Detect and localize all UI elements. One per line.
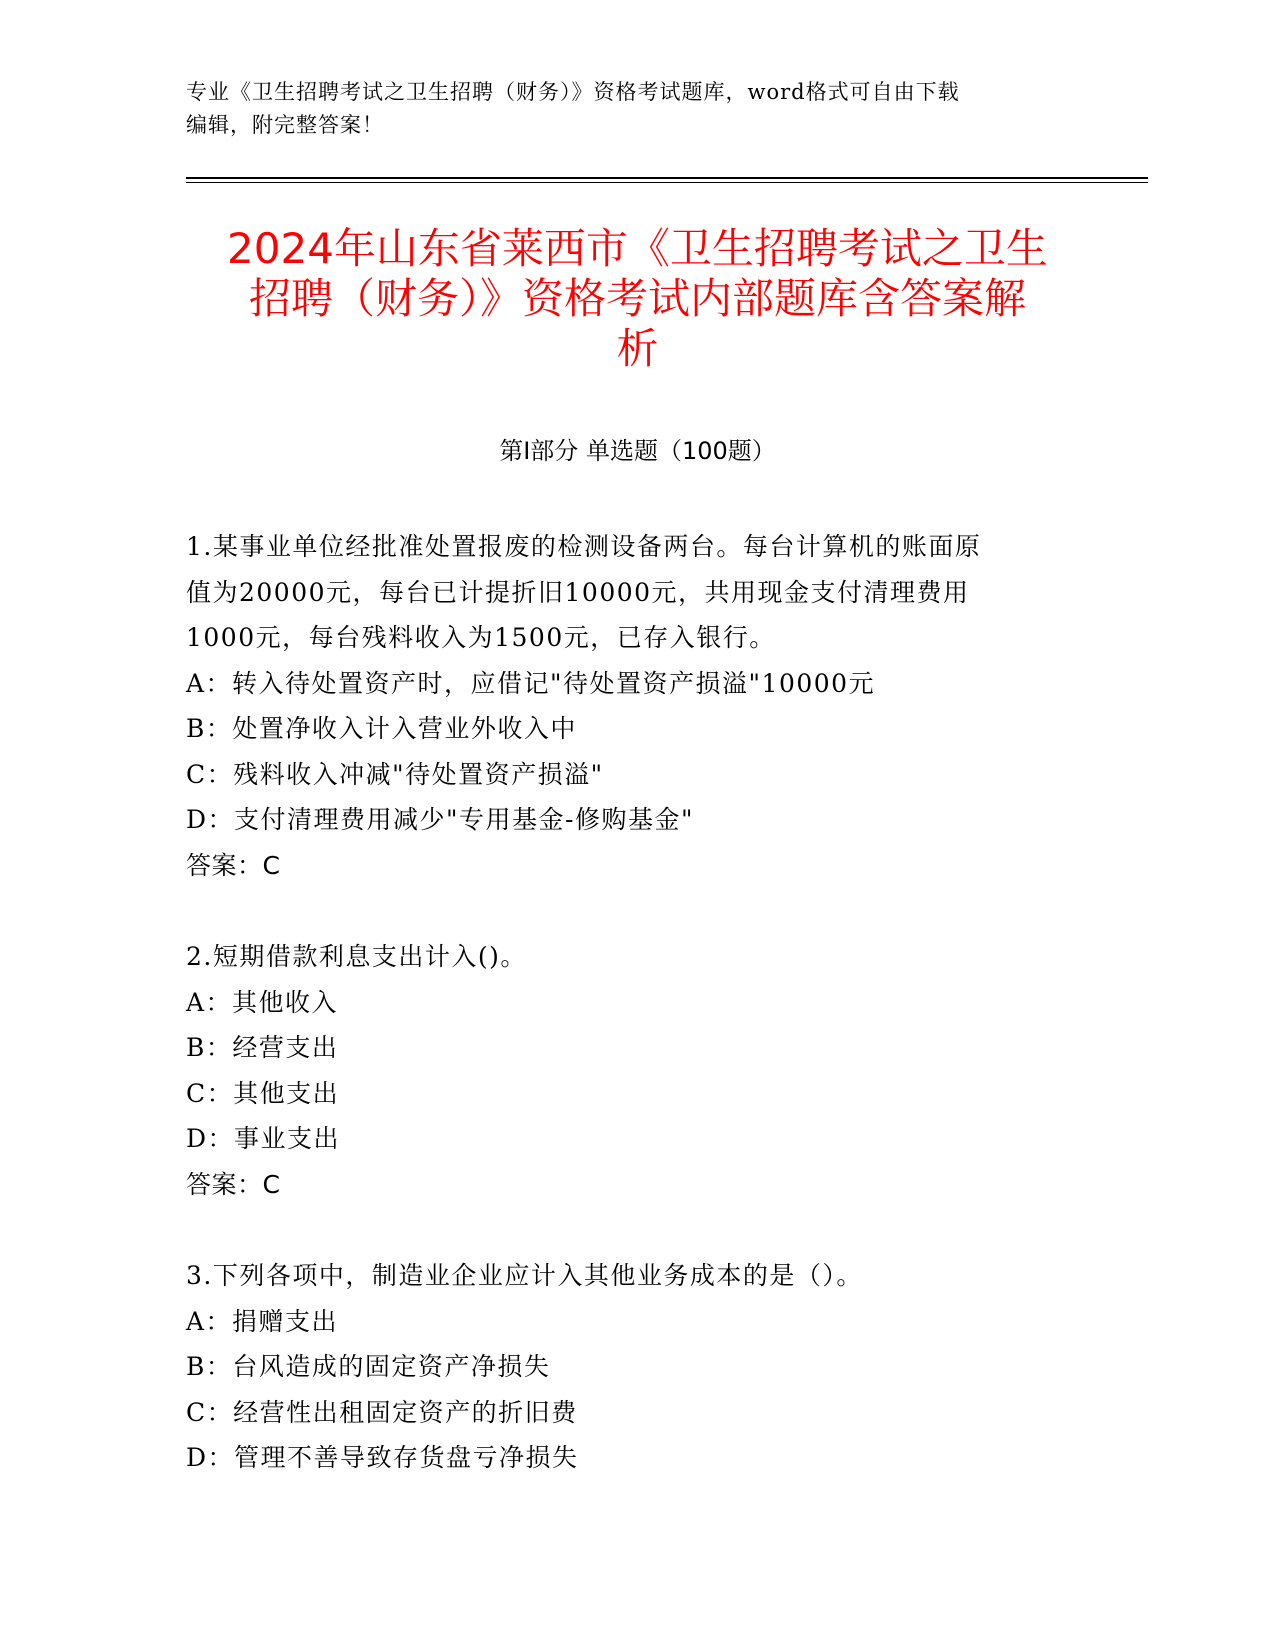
option-b: B：经营支出 (186, 1033, 339, 1062)
header-note (186, 76, 1086, 142)
question-spacer (186, 1207, 1086, 1253)
option-a: A：其他收入 (186, 987, 339, 1017)
document-title-line: 2024年山东省莱西市《卫生招聘考试之卫生 (227, 224, 1048, 273)
option-a: A：捐赠支出 (186, 1306, 339, 1336)
header-note-line: 编辑，附完整答案！ (186, 113, 384, 137)
header-note-line: 专业《卫生招聘考试之卫生招聘（财务）》资格考试题库，word格式可自由下载 (186, 80, 960, 104)
option-d: D：事业支出 (186, 1124, 341, 1153)
question-item (186, 1253, 1086, 1481)
question-item (186, 934, 1086, 1207)
question-stem: 3.下列各项中，制造业企业应计入其他业务成本的是（）。 (186, 1261, 863, 1290)
question-item (186, 524, 1086, 888)
option-c: C：残料收入冲减"待处置资产损溢" (186, 759, 604, 789)
question-spacer (186, 888, 1086, 934)
question-list (186, 524, 1086, 1481)
answer-line: 答案：C (186, 850, 281, 880)
header-divider (186, 177, 1148, 179)
question-stem: 值为20000元，每台已计提折旧10000元，共用现金支付清理费用 (186, 577, 970, 607)
question-stem: 1.某事业单位经批准处置报废的检测设备两台。每台计算机的账面原 (186, 532, 982, 561)
option-b: B：处置净收入计入营业外收入中 (186, 714, 577, 743)
document-title-line: 析 (616, 324, 659, 373)
header-divider-thin (186, 182, 1148, 183)
section-title: 第Ⅰ部分 单选题（100题） (499, 437, 776, 465)
option-a: A：转入待处置资产时，应借记"待处置资产损溢"10000元 (186, 668, 876, 698)
option-d: D：支付清理费用减少"专用基金-修购基金" (186, 805, 694, 834)
option-d: D：管理不善导致存货盘亏净损失 (186, 1443, 579, 1472)
answer-line: 答案：C (186, 1169, 281, 1199)
option-c: C：其他支出 (186, 1078, 340, 1108)
option-b: B：台风造成的固定资产净损失 (186, 1352, 551, 1381)
question-stem: 1000元，每台残料收入为1500元，已存入银行。 (186, 623, 776, 652)
document-title-line: 招聘（财务）》资格考试内部题库含答案解 (248, 274, 1026, 323)
question-stem: 2.短期借款利息支出计入()。 (186, 942, 527, 971)
option-c: C：经营性出租固定资产的折旧费 (186, 1397, 578, 1427)
document-title (150, 224, 1125, 374)
